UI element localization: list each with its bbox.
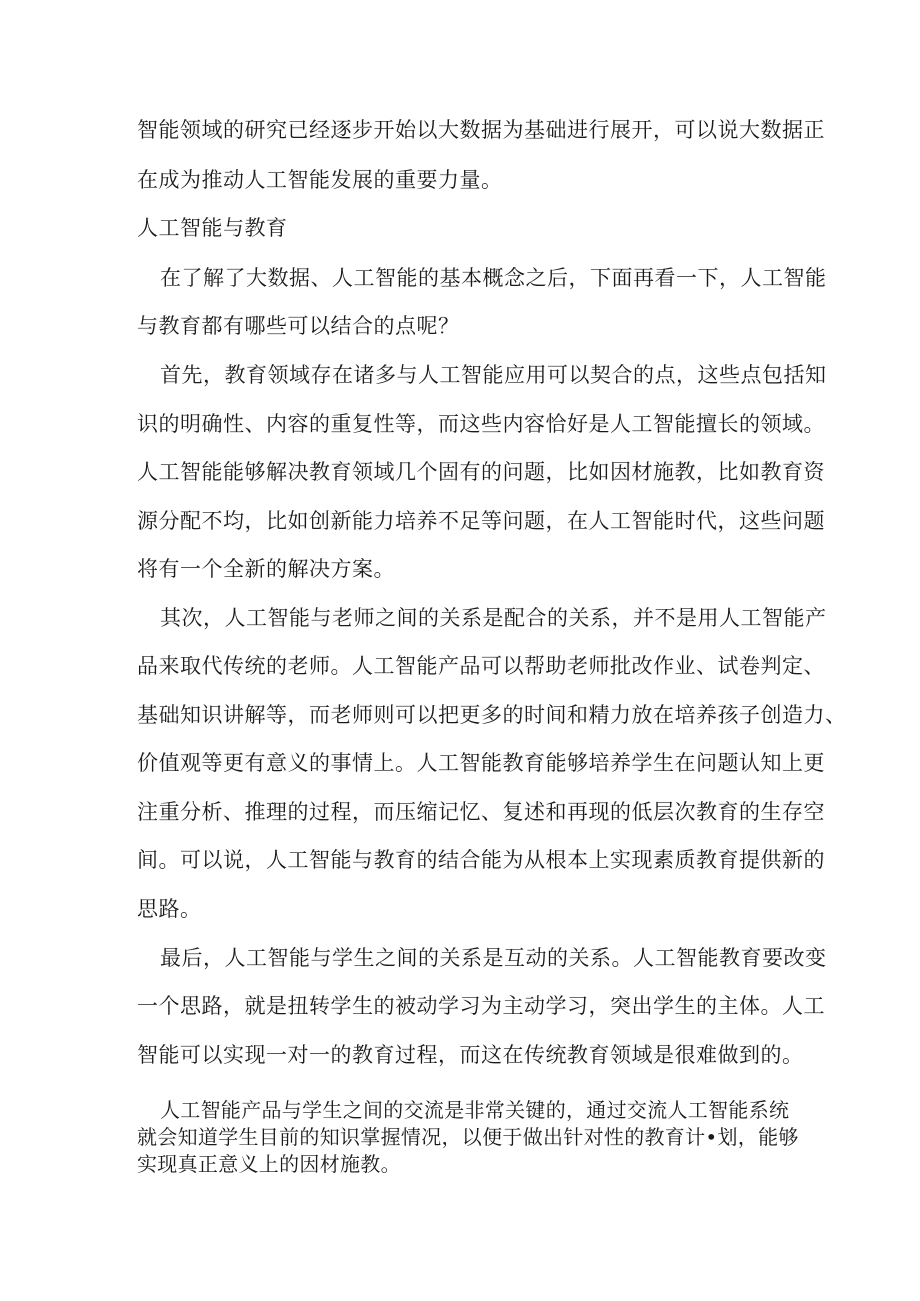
p1-line-2: 与教育都有哪些可以结合的点呢？ (137, 314, 460, 338)
p5-line-3: 实现真正意义上的因材施教。 (137, 1152, 401, 1176)
p4-line-2: 一个思路，就是扭转学生的被动学习为主动学习，突出学生的主体。人工 (137, 994, 825, 1018)
p2-line-3: 人工智能能够解决教育领域几个固有的问题，比如因材施教，比如教育资 (137, 460, 825, 484)
p4-line-3: 智能可以实现一对一的教育过程，而这在传统教育领域是很难做到的。 (137, 1043, 804, 1067)
p5-line-1: 人工智能产品与学生之间的交流是非常关键的，通过交流人工智能系统 (160, 1098, 790, 1122)
p3-line-1: 其次，人工智能与老师之间的关系是配合的关系，并不是用人工智能产 (160, 606, 827, 630)
p3-line-7: 思路。 (137, 897, 202, 921)
p2-line-2: 识的明确性、内容的重复性等，而这些内容恰好是人工智能擅长的领域。 (137, 412, 825, 436)
p1-line-1: 在了解了大数据、人工智能的基本概念之后，下面再看一下，人工智能 (160, 266, 827, 290)
p4-line-1: 最后，人工智能与学生之间的关系是互动的关系。人工智能教育要改变 (160, 946, 827, 970)
intro-line-1: 智能领域的研究已经逐步开始以大数据为基础进行展开，可以说大数据正 (137, 118, 825, 142)
p3-line-4: 价值观等更有意义的事情上。人工智能教育能够培养学生在问题认知上更 (137, 751, 825, 775)
p2-line-5: 将有一个全新的解决方案。 (137, 557, 395, 581)
section-heading: 人工智能与教育 (137, 216, 288, 240)
p3-line-5: 注重分析、推理的过程，而压缩记忆、复述和再现的低层次教育的生存空 (137, 800, 825, 824)
p3-line-2: 品来取代传统的老师。人工智能产品可以帮助老师批改作业、试卷判定、 (137, 654, 825, 678)
p5-line-2: 就会知道学生目前的知识掌握情况，以便于做出针对性的教育计•划，能够 (137, 1125, 799, 1149)
p2-line-1: 首先，教育领域存在诸多与人工智能应用可以契合的点，这些点包括知 (160, 363, 827, 387)
p2-line-4: 源分配不均，比如创新能力培养不足等问题，在人工智能时代，这些问题 (137, 509, 825, 533)
p3-line-6: 间。可以说，人工智能与教育的结合能为从根本上实现素质教育提供新的 (137, 848, 825, 872)
intro-line-2: 在成为推动人工智能发展的重要力量。 (137, 168, 503, 192)
p3-line-3: 基础知识讲解等，而老师则可以把更多的时间和精力放在培养孩子创造力、 (137, 703, 847, 727)
